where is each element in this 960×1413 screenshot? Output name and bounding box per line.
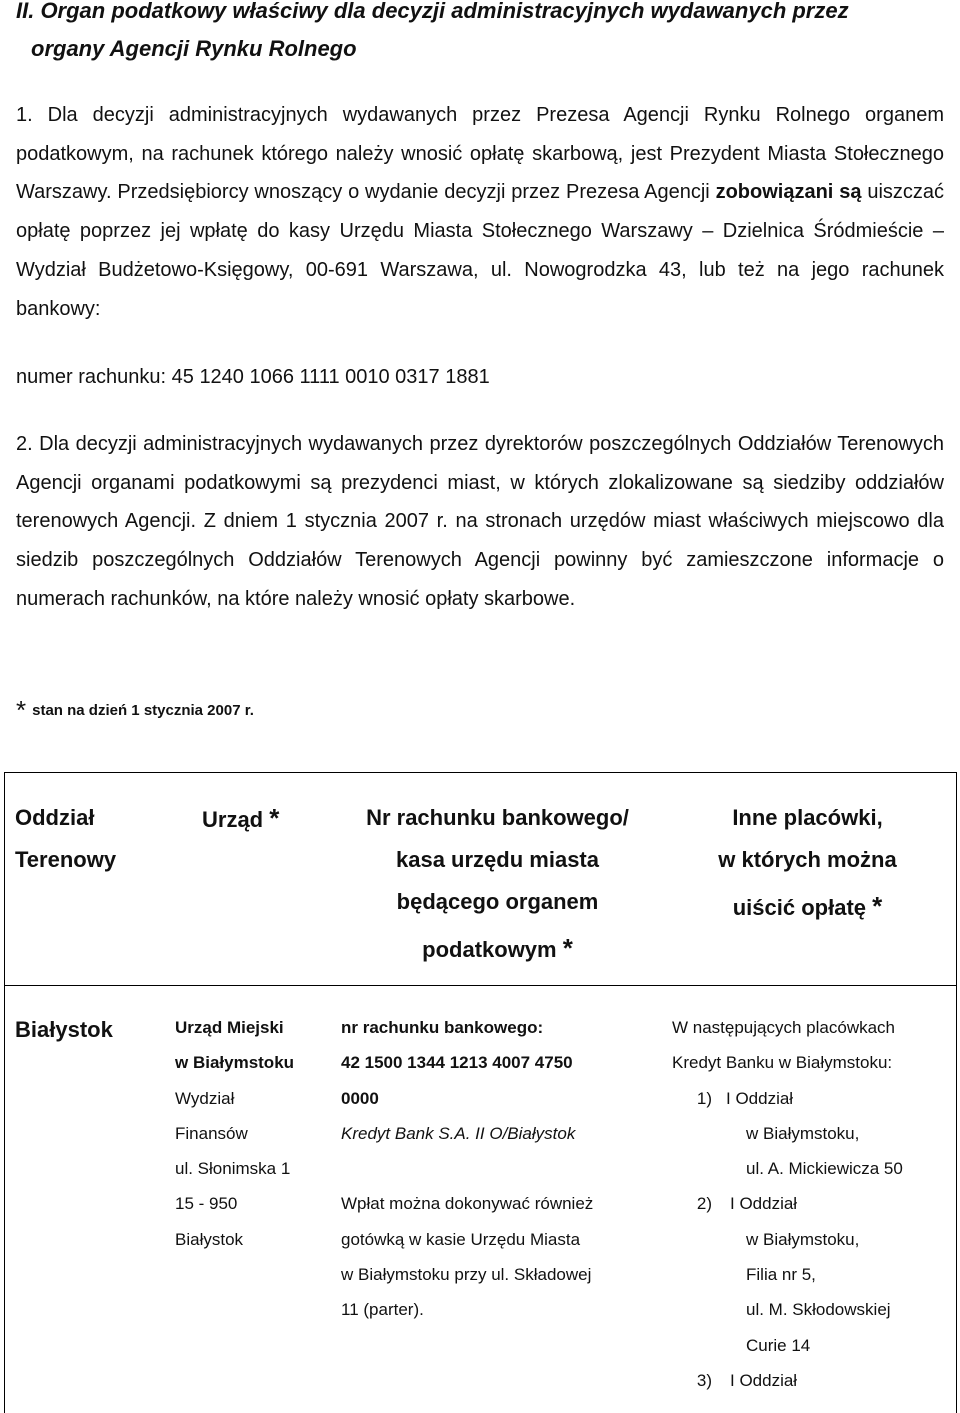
heading-line-1: II. Organ podatkowy właściwy dla decyzji administracyjnych wydawanych przez	[16, 0, 849, 23]
account-cell	[341, 1010, 671, 1328]
account-number-part-1: 42 1500 1344 1213 4007 4750	[341, 1053, 573, 1073]
section-heading	[16, 0, 951, 68]
paragraph-1	[16, 96, 944, 328]
header-col-branch-line-1: Oddział	[15, 805, 95, 830]
list-item	[672, 1186, 957, 1221]
header-col-account-line-4	[335, 927, 660, 971]
header-col-other-line-3-text: uiścić opłatę	[732, 895, 867, 920]
list-item-line: Filia nr 5,	[746, 1265, 816, 1285]
header-col-account-line-2: kasa urzędu miasta	[396, 847, 599, 872]
header-col-account-star: *	[562, 933, 573, 963]
cash-payment-line: 11 (parter).	[341, 1300, 424, 1320]
office-name-line: Urząd Miejski	[175, 1018, 284, 1037]
list-item-number: 2)	[696, 1194, 712, 1214]
header-col-account-line-4-text: podatkowym	[422, 937, 557, 962]
header-col-account	[335, 797, 660, 971]
list-item-line: ul. A. Mickiewicza 50	[746, 1159, 903, 1179]
header-col-account-line-1: Nr rachunku bankowego/	[366, 805, 629, 830]
status-note	[16, 695, 254, 726]
header-col-office	[202, 797, 279, 841]
list-item-line: I Oddział	[726, 1088, 794, 1108]
office-address-line: Finansów	[175, 1123, 248, 1143]
paragraph-1-bold: zobowiązani są	[715, 181, 862, 204]
header-col-other-star: *	[872, 891, 883, 921]
list-item	[672, 1081, 957, 1116]
header-col-office-star: *	[269, 803, 280, 833]
office-name-line: w Białymstoku	[175, 1053, 295, 1073]
office-address-line: ul. Słonimska 1	[175, 1159, 291, 1179]
header-col-branch	[15, 797, 116, 881]
spacer	[341, 1151, 671, 1186]
office-cell	[175, 1010, 335, 1257]
cash-payment-line: gotówką w kasie Urzędu Miasta	[341, 1229, 581, 1249]
office-address-line: 15 - 950	[175, 1194, 238, 1214]
header-col-other-line-3	[695, 885, 920, 929]
note-text: stan na dzień 1 stycznia 2007 r.	[32, 702, 254, 719]
header-col-branch-line-2: Terenowy	[15, 847, 117, 872]
list-item-line: w Białymstoku,	[746, 1229, 860, 1249]
header-col-office-label: Urząd	[202, 807, 264, 832]
cash-payment-line: w Białymstoku przy ul. Składowej	[341, 1265, 592, 1285]
table-header-divider	[5, 985, 956, 986]
other-intro-line: W następujących placówkach	[672, 1018, 896, 1037]
offices-table	[4, 772, 957, 1413]
paragraph-1-text-b: uiszczać opłatę poprzez jej wpłatę do kasy Urzędu Miasta Stołecznego Warszawy – Dzielnica Śródmieście – Wydział Budżetowo-Księgowy, 00-691 Warszawa, ul. Nowogrodzka 43, lub też na jego rachunek bankowy:	[16, 181, 945, 320]
header-col-other-line-2: w których można	[718, 847, 897, 872]
list-item-line: I Oddział	[730, 1194, 798, 1214]
heading-line-2: organy Agencji Rynku Rolnego	[31, 36, 357, 61]
list-item-number: 1)	[696, 1088, 712, 1108]
cash-payment-line: Wpłat można dokonywać również	[341, 1194, 594, 1214]
list-item-line: Curie 14	[746, 1335, 811, 1355]
office-address-line: Wydział	[175, 1088, 235, 1108]
list-item-line: w Białymstoku,	[746, 1123, 860, 1143]
note-asterisk: *	[16, 695, 27, 725]
header-col-other	[695, 797, 920, 929]
account-number-part-2: 0000	[341, 1088, 379, 1108]
bank-name: Kredyt Bank S.A. II O/Białystok	[341, 1123, 576, 1143]
account-label: nr rachunku bankowego:	[341, 1018, 544, 1037]
list-item-line: ul. M. Skłodowskiej	[746, 1300, 891, 1320]
list-item-line: I Oddział	[730, 1370, 798, 1390]
other-intro-line: Kredyt Banku w Białymstoku:	[672, 1053, 893, 1073]
account-number-line: numer rachunku: 45 1240 1066 1111 0010 0317 1881	[16, 366, 490, 388]
paragraph-2: 2. Dla decyzji administracyjnych wydawanych przez dyrektorów poszczególnych Oddziałów Terenowych Agencji organami podatkowymi są prezydenci miast, w których zlokalizowane są siedziby oddziałów terenowych Agencji. Z dniem 1 stycznia 2007 r. na stronach urzędów miast właściwych miejscowo dla siedzib poszczególnych Oddziałów Terenowych Agencji powinny być zamieszczone informacje o numerach rachunków, na które należy wnosić opłaty skarbowe.	[16, 433, 944, 610]
list-item-number: 3)	[696, 1370, 712, 1390]
other-branches-cell	[672, 1010, 957, 1398]
header-col-other-line-1: Inne placówki,	[732, 805, 883, 830]
paragraph-1-text-a: 1. Dla decyzji administracyjnych wydawanych przez Prezesa Agencji Rynku Rolnego organem podatkowym, na rachunek którego należy wnosić opłatę skarbową, jest Prezydent Miasta Stołecznego Warszawy. Przedsiębiorcy wnoszący o wydanie decyzji przez Prezesa Agencji	[16, 104, 944, 204]
list-item	[672, 1363, 957, 1398]
branch-city: Białystok	[15, 1017, 113, 1042]
header-col-account-line-3: będącego organem	[396, 889, 599, 914]
office-address-line: Białystok	[175, 1229, 244, 1249]
